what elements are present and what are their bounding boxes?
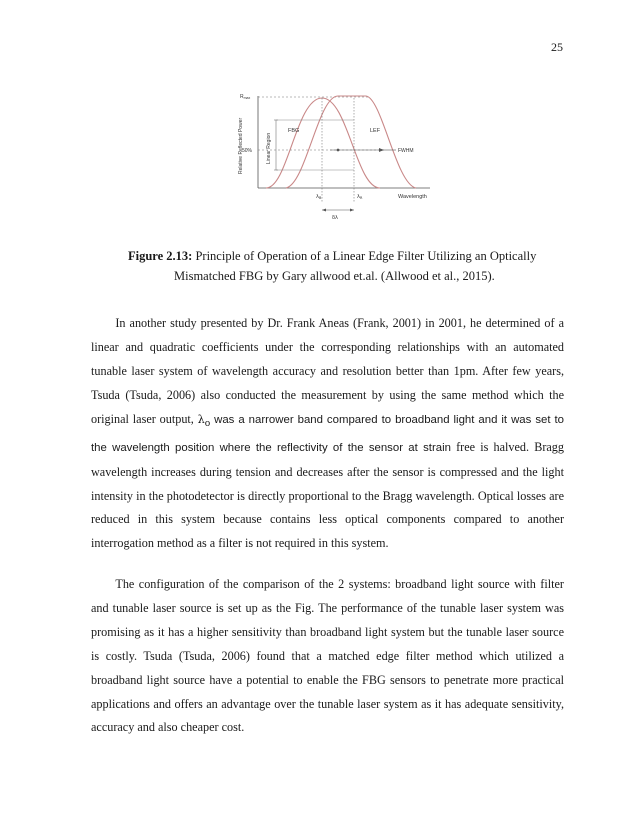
fbg-label: FBG [288,128,300,134]
figure-caption [128,246,548,286]
lambda-r-sub-label: R [359,196,363,200]
svg-text:Rmax [240,94,250,100]
paragraph-1-part3: free is halved. Bragg wavelength increases during tension and decreases after the sensor is compressed and the light intensity in the photodetector is directly proportional to the Bragg wavelength. Optical losses are reduced in this system because contains less optical components compared to another interrogation method as a filter is not required in this system. [91,439,564,551]
rmax-label: R [240,94,244,100]
figure-diagram [230,84,462,224]
lambda-o-symbol [197,412,211,429]
x-axis-label: Wavelength [398,194,427,200]
linear-region-label: Linear Region [266,132,272,164]
caption-label: Figure 2.13: [128,249,193,263]
paragraph-1-part2: was a narrower band compared to broadband light and it was set to the wavelength position where the reflectivity of the sensor at strain [91,413,565,454]
paragraph-2 [91,573,564,740]
delta-lambda-label: δλ [332,215,339,221]
paragraph-1 [91,312,564,556]
operating-point [337,149,340,152]
lambda-o-char: λ [197,412,205,426]
paragraph-1-part1: In another study presented by Dr. Frank Aneas (Frank, 2001) in 2001, he determined of a linear and quadratic coefficients under the corresponding relationships with an automated tunable laser system of wavelength accuracy and resolution better than 1pm. After few years, Tsuda (Tsuda, 2006) also conducted the measurement by using the same method which the original laser output, [91,316,564,426]
fifty-percent-label: 50% [242,148,253,154]
svg-text:λR [357,194,363,200]
lambda-b-sub-label: B [318,196,322,200]
rmax-sub-label: max [243,96,251,100]
paragraph-2-text: The configuration of the comparison of the 2 systems: broadband light source with filter and tunable laser source is set up as the Fig. The performance of the tunable laser system was promising as it has a higher sensitivity than broadband light system but the tunable laser source is costly. Tsuda (Tsuda, 2006) found that a matched edge filter method which utilized a broadband light source have a potential to enable the FBG sensors to penetrate more practical applications and offers an advantage over the tunable laser system as it has adequate sensitivity, accuracy and also cheaper cost. [91,577,564,735]
fwhm-label: FWHM [398,148,414,154]
y-axis-label: Relative Reflected Power [238,117,244,174]
caption-line2: Mismatched FBG by Gary allwood et.al. (Allwood et al., 2015). [174,269,495,283]
lambda-o-sub: o [204,417,211,429]
lambda-b-label: λ [316,194,319,200]
caption-line1: Principle of Operation of a Linear Edge Filter Utilizing an Optically [195,249,537,263]
svg-text:λB [316,194,322,200]
lef-label: LEF [370,128,381,134]
figure-linear-edge-filter [230,84,462,224]
lambda-r-label: λ [357,194,360,200]
page-number: 25 [551,40,563,54]
